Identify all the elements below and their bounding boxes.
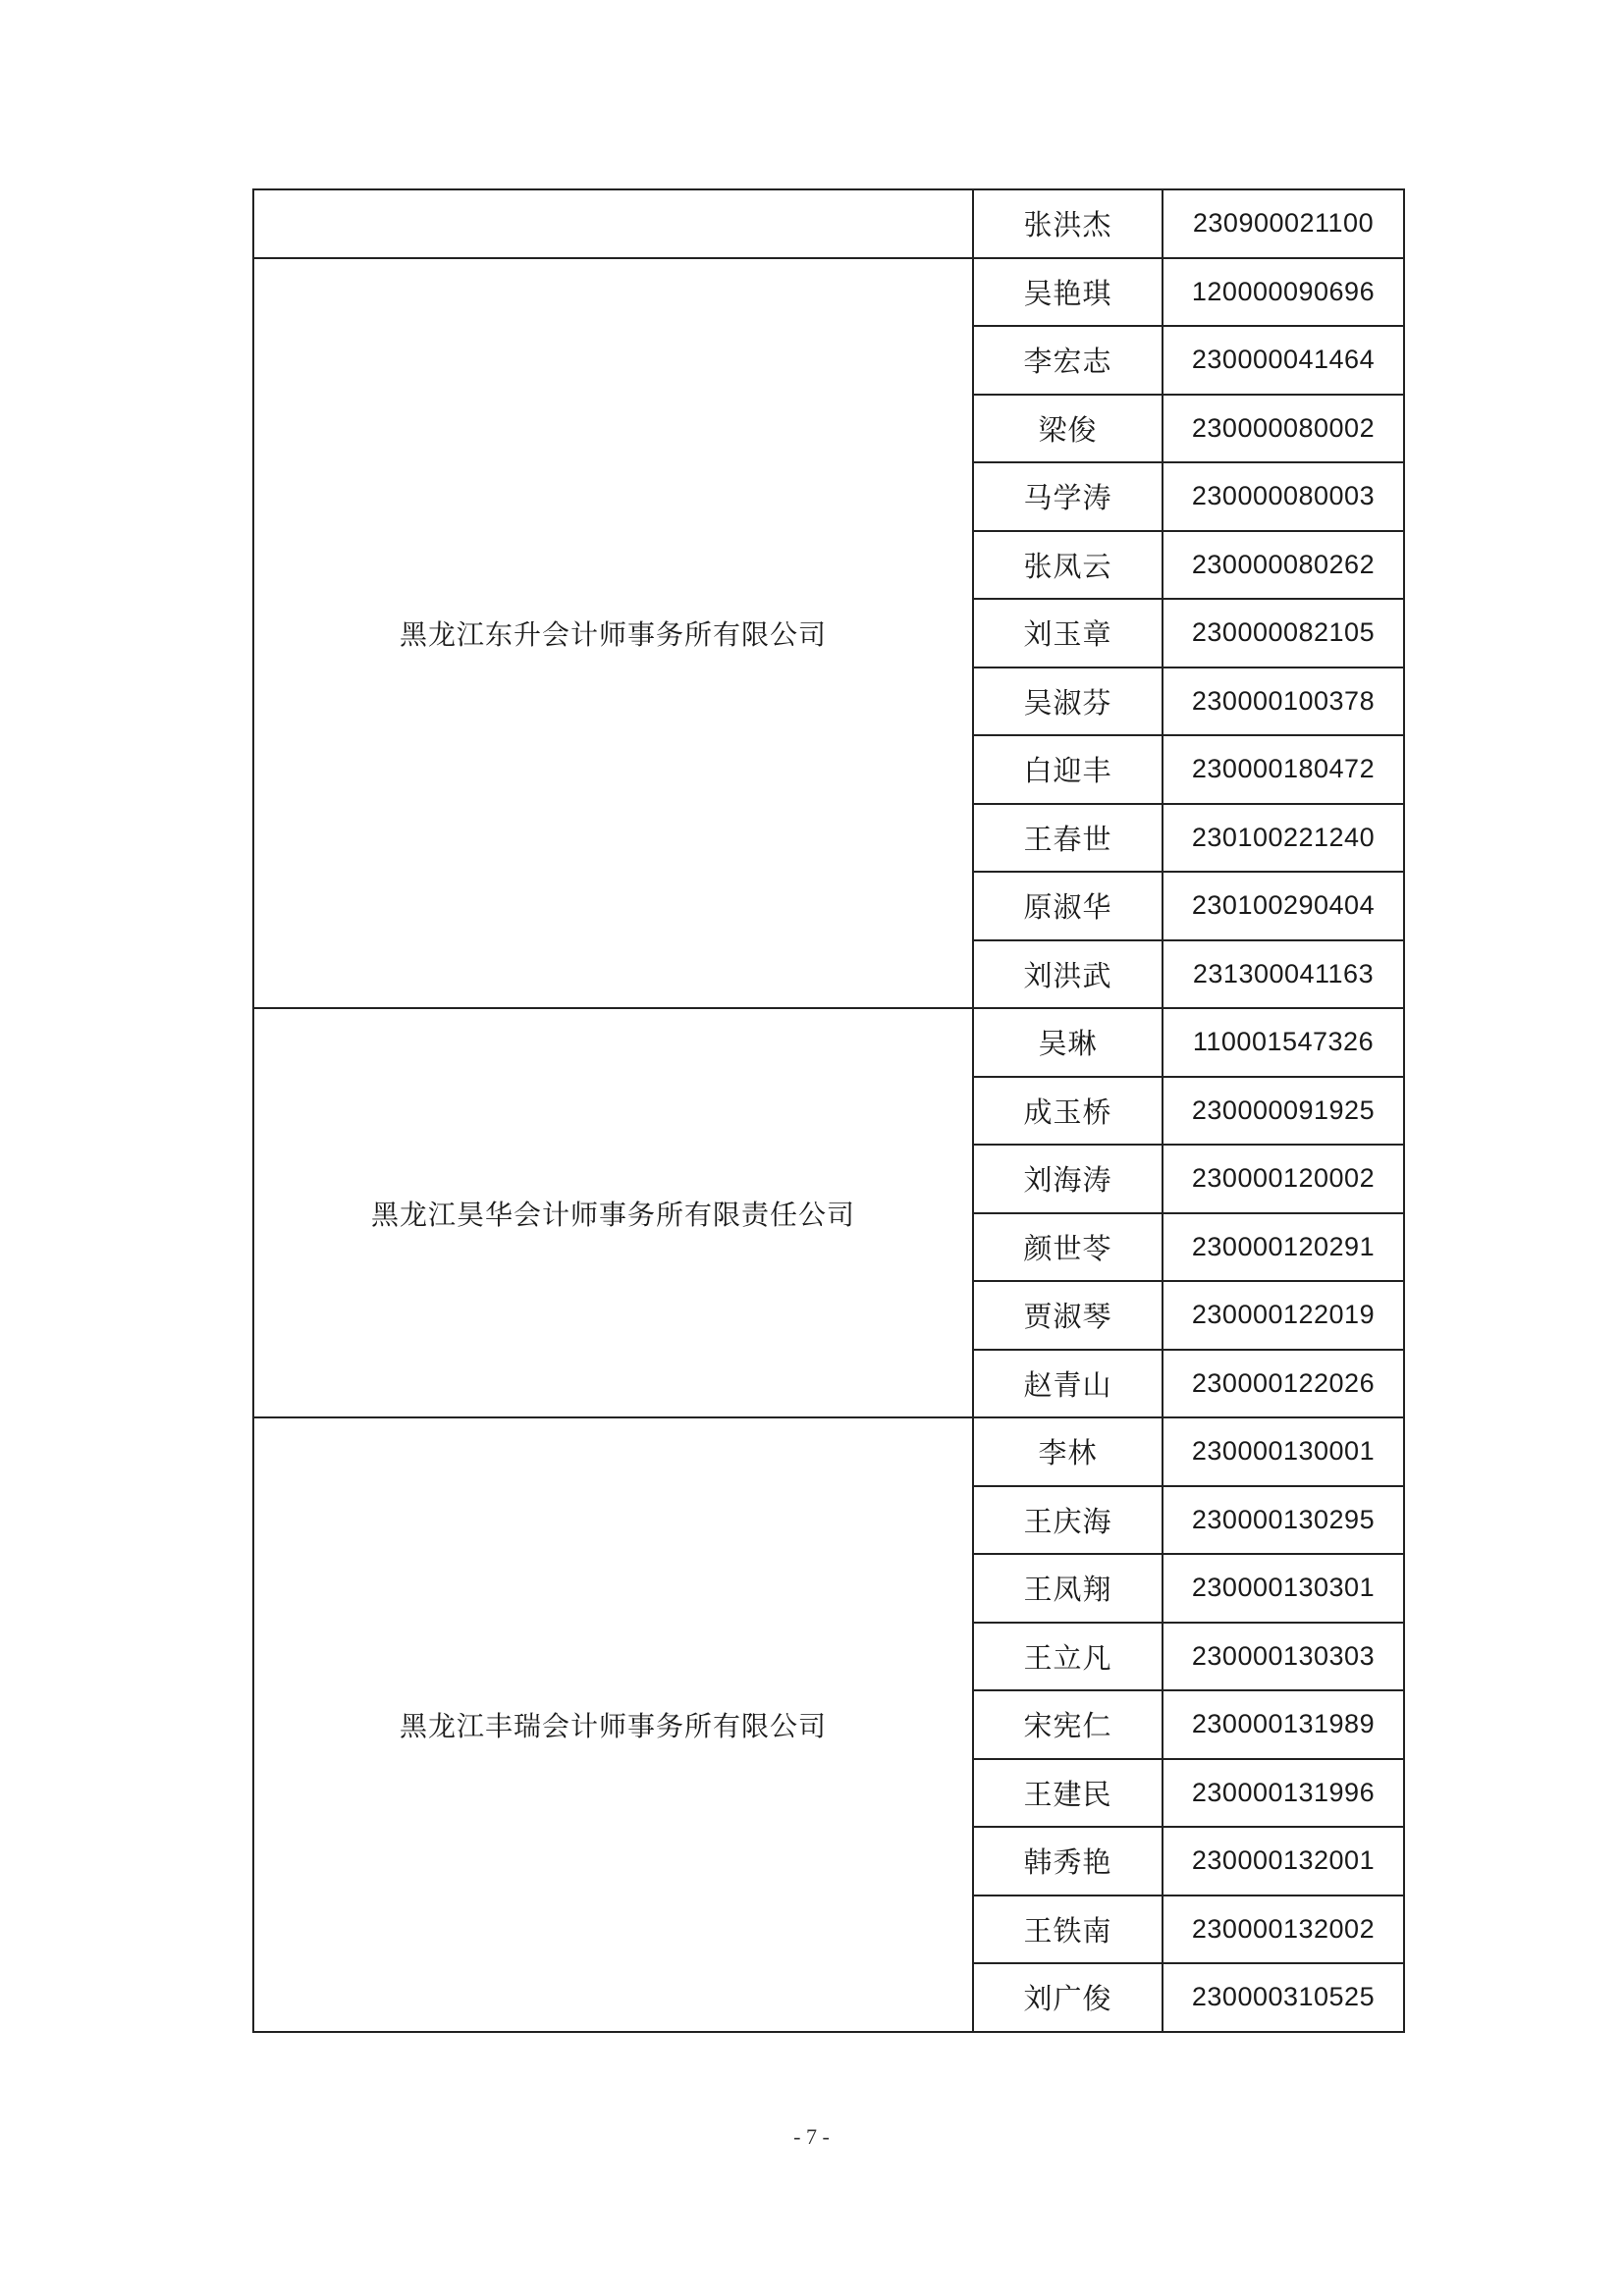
accountant-name-cell: 张凤云 [973, 531, 1163, 600]
certificate-number-cell: 230000120291 [1163, 1213, 1404, 1282]
accountant-name-cell: 宋宪仁 [973, 1690, 1163, 1759]
accountant-name-cell: 吴琳 [973, 1008, 1163, 1077]
accountant-name-cell: 马学涛 [973, 462, 1163, 531]
table-row [253, 1417, 1404, 1486]
accountant-name-cell: 王立凡 [973, 1623, 1163, 1691]
certificate-number-cell: 230000080003 [1163, 462, 1404, 531]
accountant-name-cell: 王春世 [973, 804, 1163, 873]
firm-name-cell [253, 189, 973, 258]
accountant-name-cell: 李宏志 [973, 326, 1163, 395]
accountant-name-cell: 李林 [973, 1417, 1163, 1486]
certificate-number-cell: 230000310525 [1163, 1963, 1404, 2032]
certificate-number-cell: 230000130001 [1163, 1417, 1404, 1486]
accountant-name-cell: 王铁南 [973, 1896, 1163, 1964]
certificate-number-cell: 230100290404 [1163, 872, 1404, 940]
accountant-name-cell: 颜世苓 [973, 1213, 1163, 1282]
member-table [252, 188, 1405, 2033]
accountant-name-cell: 王庆海 [973, 1486, 1163, 1555]
certificate-number-cell: 230000080262 [1163, 531, 1404, 600]
accountant-name-cell: 刘洪武 [973, 940, 1163, 1009]
accountant-name-cell: 张洪杰 [973, 189, 1163, 258]
accountant-name-cell: 贾淑琴 [973, 1281, 1163, 1350]
table-row [253, 258, 1404, 327]
certificate-number-cell: 230000180472 [1163, 735, 1404, 804]
firm-name-cell: 黑龙江东升会计师事务所有限公司 [253, 258, 973, 1009]
table-row [253, 1008, 1404, 1077]
certificate-number-cell: 230000041464 [1163, 326, 1404, 395]
certificate-number-cell: 230000082105 [1163, 599, 1404, 667]
certificate-number-cell: 230000080002 [1163, 395, 1404, 463]
table-row [253, 189, 1404, 258]
accountant-name-cell: 原淑华 [973, 872, 1163, 940]
firm-name-cell: 黑龙江昊华会计师事务所有限责任公司 [253, 1008, 973, 1417]
certificate-number-cell: 230100221240 [1163, 804, 1404, 873]
certificate-number-cell: 230000132002 [1163, 1896, 1404, 1964]
accountant-name-cell: 韩秀艳 [973, 1827, 1163, 1896]
certificate-number-cell: 230000132001 [1163, 1827, 1404, 1896]
certificate-number-cell: 120000090696 [1163, 258, 1404, 327]
accountant-name-cell: 吴淑芬 [973, 667, 1163, 736]
certificate-number-cell: 230000130295 [1163, 1486, 1404, 1555]
certificate-number-cell: 110001547326 [1163, 1008, 1404, 1077]
accountant-name-cell: 刘广俊 [973, 1963, 1163, 2032]
firm-name-cell: 黑龙江丰瑞会计师事务所有限公司 [253, 1417, 973, 2032]
accountant-name-cell: 梁俊 [973, 395, 1163, 463]
page-number: - 7 - [793, 2124, 830, 2149]
accountant-name-cell: 成玉桥 [973, 1077, 1163, 1146]
certificate-number-cell: 230000131996 [1163, 1759, 1404, 1828]
certificate-number-cell: 230000131989 [1163, 1690, 1404, 1759]
certificate-number-cell: 230000100378 [1163, 667, 1404, 736]
certificate-number-cell: 230000130303 [1163, 1623, 1404, 1691]
accountant-name-cell: 刘玉章 [973, 599, 1163, 667]
accountant-name-cell: 刘海涛 [973, 1145, 1163, 1213]
certificate-number-cell: 230000120002 [1163, 1145, 1404, 1213]
accountant-name-cell: 赵青山 [973, 1350, 1163, 1418]
certificate-number-cell: 230900021100 [1163, 189, 1404, 258]
accountant-name-cell: 王凤翔 [973, 1554, 1163, 1623]
certificate-number-cell: 230000122026 [1163, 1350, 1404, 1418]
certificate-number-cell: 230000122019 [1163, 1281, 1404, 1350]
certificate-number-cell: 231300041163 [1163, 940, 1404, 1009]
accountant-name-cell: 王建民 [973, 1759, 1163, 1828]
certificate-number-cell: 230000130301 [1163, 1554, 1404, 1623]
accountant-name-cell: 白迎丰 [973, 735, 1163, 804]
certificate-number-cell: 230000091925 [1163, 1077, 1404, 1146]
accountant-name-cell: 吴艳琪 [973, 258, 1163, 327]
